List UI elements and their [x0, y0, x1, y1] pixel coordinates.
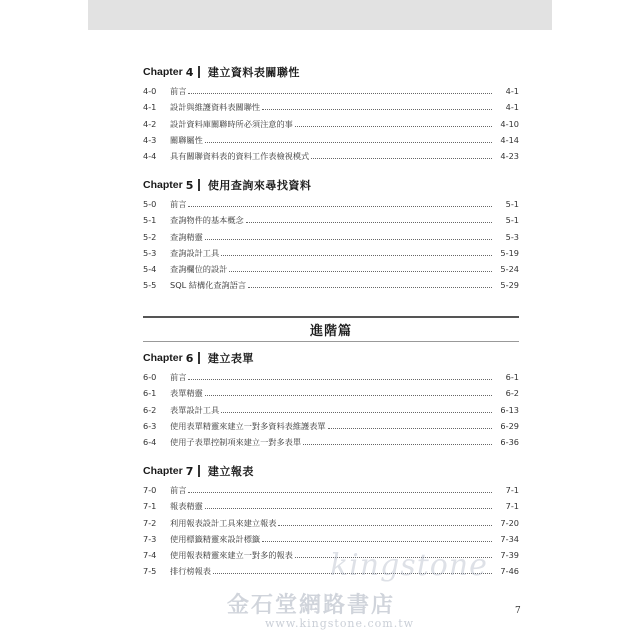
dot-leader — [205, 395, 492, 396]
chapter-title: 建立表單 — [207, 352, 254, 365]
entry-page: 5-3 — [505, 231, 519, 242]
entry-page: 6-13 — [500, 404, 519, 415]
entry-number: 7-4 — [143, 550, 157, 561]
dot-leader — [295, 126, 492, 127]
chapter-5 — [143, 177, 519, 297]
toc-entry[interactable] — [143, 388, 519, 404]
watermark-brand-en: kingstone — [330, 548, 488, 583]
entry-title: 報表精靈 — [170, 501, 203, 512]
entry-title: 排行榜報表 — [170, 566, 211, 577]
chapter-label: Chapter — [143, 66, 183, 78]
entry-page: 4-14 — [500, 134, 519, 145]
entry-title: 關聯屬性 — [170, 134, 203, 145]
entry-title: 查詢欄位的設計 — [170, 264, 228, 275]
entry-title: 查詢物件的基本概念 — [170, 215, 244, 226]
entry-title: 具有關聯資料表的資料工作表檢視模式 — [170, 151, 310, 162]
section-rule-top — [143, 316, 519, 318]
entry-title: 前言 — [170, 199, 187, 209]
entry-title: 使用標籤精靈來設計標籤 — [170, 533, 261, 544]
watermark-url: www.kingstone.com.tw — [265, 617, 415, 630]
toc-entry[interactable] — [143, 199, 519, 215]
chapter-label: Chapter — [143, 465, 183, 477]
entry-page: 7-39 — [500, 550, 519, 561]
entry-title: 設計資料庫關聯時所必須注意的事 — [170, 118, 293, 129]
dot-leader — [188, 206, 492, 207]
chapter-divider — [198, 465, 200, 477]
chapter-title: 使用查詢來尋找資料 — [207, 179, 312, 192]
entry-number: 4-0 — [143, 86, 157, 96]
dot-leader — [303, 444, 492, 445]
entry-number: 7-0 — [143, 485, 157, 495]
toc-entry[interactable] — [143, 151, 519, 167]
toc-entry[interactable] — [143, 372, 519, 388]
entry-number: 5-4 — [143, 264, 157, 275]
entry-title: 使用報表精靈來建立一對多的報表 — [170, 550, 293, 561]
entry-title: 利用報表設計工具來建立報表 — [170, 517, 277, 528]
entry-page: 4-23 — [500, 151, 519, 162]
dot-leader — [262, 541, 492, 542]
dot-leader — [188, 379, 492, 380]
watermark-brand-cn: 金石堂網路書店 — [227, 592, 396, 618]
entry-page: 7-1 — [505, 485, 519, 495]
chapter-label: Chapter — [143, 352, 183, 364]
chapter-number: 5 — [185, 178, 194, 192]
chapter-4 — [143, 64, 519, 167]
dot-leader — [278, 525, 492, 526]
toc-entry[interactable] — [143, 232, 519, 248]
dot-leader — [188, 93, 492, 94]
entry-page: 6-1 — [505, 372, 519, 382]
entry-title: 使用子表單控制項來建立一對多表單 — [170, 437, 302, 448]
entry-page: 7-46 — [500, 566, 519, 577]
entry-page: 6-36 — [500, 437, 519, 448]
toc-page — [143, 0, 519, 640]
toc-entry[interactable] — [143, 485, 519, 501]
entry-title: 使用表單精靈來建立一對多資料表維護表單 — [170, 420, 326, 431]
entry-number: 6-0 — [143, 372, 157, 382]
entry-page: 7-1 — [505, 501, 519, 512]
entry-title: 前言 — [170, 485, 187, 495]
entry-number: 5-3 — [143, 247, 157, 258]
entry-number: 6-3 — [143, 420, 157, 431]
chapter-number: 4 — [185, 65, 194, 79]
entry-page: 5-29 — [500, 280, 519, 291]
entry-number: 5-0 — [143, 199, 157, 209]
entry-page: 6-29 — [500, 420, 519, 431]
entry-number: 7-1 — [143, 501, 157, 512]
entry-title: 前言 — [170, 86, 187, 96]
toc-entry[interactable] — [143, 501, 519, 517]
entry-number: 4-4 — [143, 151, 157, 162]
entry-number: 7-2 — [143, 517, 157, 528]
toc-entry[interactable] — [143, 405, 519, 421]
entry-number: 6-1 — [143, 388, 157, 399]
chapter-title: 建立資料表關聯性 — [207, 66, 300, 79]
dot-leader — [262, 109, 492, 110]
entry-number: 6-4 — [143, 437, 157, 448]
dot-leader — [248, 287, 492, 288]
chapter-divider — [198, 352, 200, 364]
entry-number: 5-5 — [143, 280, 157, 291]
toc-entry[interactable] — [143, 215, 519, 231]
entry-page: 5-1 — [505, 199, 519, 209]
entry-number: 5-2 — [143, 231, 157, 242]
dot-leader — [188, 492, 492, 493]
chapter-heading — [143, 463, 519, 479]
entry-number: 7-3 — [143, 533, 157, 544]
toc-entry[interactable] — [143, 119, 519, 135]
entry-page: 4-10 — [500, 118, 519, 129]
chapter-number: 6 — [185, 351, 194, 365]
toc-entries — [143, 372, 519, 453]
section-rule-bottom — [143, 341, 519, 342]
dot-leader — [205, 142, 492, 143]
toc-entry[interactable] — [143, 86, 519, 102]
toc-entry[interactable] — [143, 248, 519, 264]
dot-leader — [205, 508, 492, 509]
entry-page: 4-1 — [505, 86, 519, 96]
entry-page: 5-1 — [505, 215, 519, 226]
section-title: 進階篇 — [309, 324, 352, 339]
toc-entry[interactable] — [143, 102, 519, 118]
toc-entry[interactable] — [143, 264, 519, 280]
dot-leader — [328, 428, 492, 429]
entry-page: 7-34 — [500, 533, 519, 544]
entry-page: 5-24 — [500, 264, 519, 275]
dot-leader — [221, 412, 492, 413]
chapter-number: 7 — [185, 464, 194, 478]
entry-title: 表單設計工具 — [170, 404, 220, 415]
toc-entry[interactable] — [143, 518, 519, 534]
chapter-title: 建立報表 — [207, 465, 254, 478]
entry-page: 5-19 — [500, 247, 519, 258]
chapter-heading — [143, 177, 519, 193]
dot-leader — [229, 271, 492, 272]
toc-entry[interactable] — [143, 437, 519, 453]
entry-number: 6-2 — [143, 404, 157, 415]
toc-entry[interactable] — [143, 421, 519, 437]
page-number: 7 — [515, 606, 521, 616]
chapter-label: Chapter — [143, 179, 183, 191]
entry-number: 5-1 — [143, 215, 157, 226]
entry-number: 4-2 — [143, 118, 157, 129]
entry-page: 7-20 — [500, 517, 519, 528]
dot-leader — [246, 222, 492, 223]
entry-page: 6-2 — [505, 388, 519, 399]
chapter-heading — [143, 350, 519, 366]
chapter-divider — [198, 179, 200, 191]
chapter-divider — [198, 66, 200, 78]
dot-leader — [311, 158, 492, 159]
chapter-6 — [143, 350, 519, 453]
entry-title: 查詢設計工具 — [170, 247, 220, 258]
chapter-heading — [143, 64, 519, 80]
entry-title: 表單精靈 — [170, 388, 203, 399]
entry-number: 7-5 — [143, 566, 157, 577]
dot-leader — [221, 255, 492, 256]
toc-entries — [143, 199, 519, 297]
toc-entry[interactable] — [143, 135, 519, 151]
toc-entries — [143, 86, 519, 167]
toc-entry[interactable] — [143, 280, 519, 296]
entry-title: 設計與維護資料表關聯性 — [170, 102, 261, 113]
entry-page: 4-1 — [505, 102, 519, 113]
entry-title: 前言 — [170, 372, 187, 382]
entry-title: 查詢精靈 — [170, 231, 203, 242]
dot-leader — [205, 239, 492, 240]
entry-title: SQL 結構化查詢語言 — [170, 280, 247, 291]
entry-number: 4-3 — [143, 134, 157, 145]
entry-number: 4-1 — [143, 102, 157, 113]
